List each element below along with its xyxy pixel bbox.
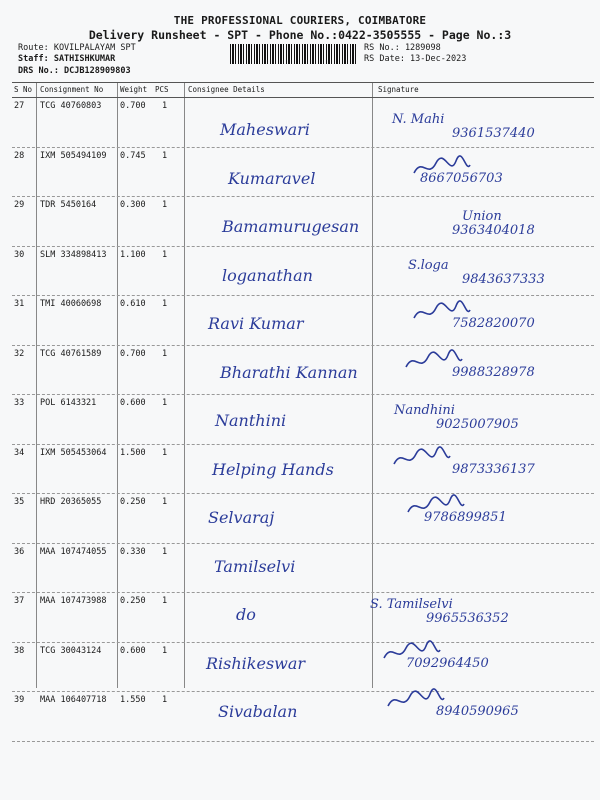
- row-consignment: HRD 20365055: [40, 497, 102, 507]
- col-sno-header: S No: [14, 85, 33, 94]
- signature-phone-number: 7092964450: [406, 655, 489, 671]
- row-consignment: MAA 106407718: [40, 695, 107, 705]
- row-sno: 39: [14, 695, 25, 705]
- col-weight-header: Weight: [120, 85, 148, 94]
- row-pcs: 1: [162, 546, 168, 557]
- row-sno: 34: [14, 447, 25, 458]
- signature-phone-number: 9786899851: [424, 510, 507, 525]
- staff-label: Staff: SATHISHKUMAR: [18, 54, 116, 64]
- row-weight: 1.100: [120, 249, 146, 260]
- row-pcs: 1: [162, 695, 168, 705]
- row-pcs: 1: [162, 150, 168, 161]
- runsheet-subtitle: Delivery Runsheet - SPT - Phone No.:0422-3505555 - Page No.:3: [88, 28, 512, 42]
- row-pcs: 1: [162, 497, 168, 507]
- consignee-name-handwritten: Ravi Kumar: [208, 314, 304, 333]
- col-consignment-header: Consignment No: [40, 85, 104, 94]
- row-pcs: 1: [162, 596, 168, 606]
- consignee-name-handwritten: Tamilselvi: [214, 556, 296, 576]
- barcode: [230, 44, 358, 64]
- row-consignment: TMI 40060698: [40, 299, 102, 309]
- rs-number: RS No.: 1289098: [364, 43, 441, 53]
- drs-number: DRS No.: DCJB128909803: [18, 66, 131, 76]
- signature-phone-number: 9843637333: [462, 271, 545, 287]
- signature-handwritten: S. Tamilselvi: [370, 597, 453, 612]
- table-row: [12, 544, 594, 594]
- consignee-name-handwritten: Maheswari: [220, 120, 310, 139]
- row-weight: 0.600: [120, 645, 146, 656]
- signature-phone-number: 8667056703: [420, 170, 503, 186]
- row-weight: 0.250: [120, 596, 146, 606]
- row-weight: 0.330: [120, 546, 146, 557]
- rs-date: RS Date: 13-Dec-2023: [364, 54, 467, 64]
- consignee-name-handwritten: Sivabalan: [218, 702, 298, 721]
- row-sno: 33: [14, 398, 25, 408]
- row-weight: 1.550: [120, 695, 146, 705]
- row-weight: 0.300: [120, 200, 146, 210]
- row-pcs: 1: [162, 299, 168, 309]
- row-consignment: MAA 107474055: [40, 546, 107, 557]
- row-sno: 32: [14, 348, 25, 359]
- company-title: THE PROFESSIONAL COURIERS, COIMBATORE: [173, 14, 427, 27]
- signature-scribble: [392, 446, 452, 472]
- col-signature-header: Signature: [378, 85, 419, 94]
- row-consignment: TDR 5450164: [40, 200, 97, 210]
- row-consignment: IXM 505453064: [40, 447, 107, 458]
- consignee-name-handwritten: do: [236, 605, 256, 624]
- signature-phone-number: 9988328978: [452, 364, 535, 380]
- consignee-name-handwritten: Bharathi Kannan: [220, 362, 358, 382]
- consignee-name-handwritten: loganathan: [222, 265, 313, 285]
- row-weight: 0.700: [120, 101, 146, 111]
- consignee-name-handwritten: Kumaravel: [228, 168, 316, 188]
- row-sno: 35: [14, 497, 25, 507]
- signature-phone-number: 8940590965: [436, 704, 519, 719]
- row-consignment: TCG 40760803: [40, 101, 102, 111]
- row-pcs: 1: [162, 645, 168, 656]
- col-pcs-header: PCS: [155, 85, 169, 94]
- row-pcs: 1: [162, 447, 168, 458]
- col-consignee-header: Consignee Details: [188, 85, 265, 94]
- row-weight: 0.745: [120, 150, 146, 161]
- signature-phone-number: 9361537440: [452, 126, 535, 141]
- row-sno: 38: [14, 645, 25, 656]
- row-pcs: 1: [162, 398, 168, 408]
- row-consignment: POL 6143321: [40, 398, 97, 408]
- signature-handwritten: Nandhini: [394, 403, 455, 418]
- row-sno: 27: [14, 101, 25, 111]
- signature-phone-number: 7582820070: [452, 316, 535, 331]
- consignee-name-handwritten: Nanthini: [215, 411, 287, 430]
- row-consignment: MAA 107473988: [40, 596, 107, 606]
- signature-scribble-stroke: [394, 446, 450, 463]
- route-label: Route: KOVILPALAYAM SPT: [18, 43, 136, 53]
- row-weight: 1.500: [120, 447, 146, 458]
- signature-handwritten: Union: [462, 209, 502, 224]
- row-sno: 36: [14, 546, 25, 557]
- consignee-name-handwritten: Helping Hands: [212, 459, 334, 479]
- row-sno: 28: [14, 150, 25, 161]
- row-pcs: 1: [162, 101, 168, 111]
- table-header: [12, 82, 594, 98]
- row-consignment: IXM 505494109: [40, 150, 107, 161]
- row-weight: 0.700: [120, 348, 146, 359]
- row-pcs: 1: [162, 249, 168, 260]
- signature-phone-number: 9025007905: [436, 417, 519, 432]
- signature-handwritten: S.loga: [408, 257, 449, 273]
- consignee-name-handwritten: Rishikeswar: [206, 653, 306, 673]
- signature-handwritten: N. Mahi: [392, 112, 445, 127]
- row-consignment: TCG 40761589: [40, 348, 102, 359]
- row-sno: 37: [14, 596, 25, 606]
- consignee-name-handwritten: Selvaraj: [208, 508, 275, 527]
- row-weight: 0.610: [120, 299, 146, 309]
- consignee-name-handwritten: Bamamurugesan: [222, 217, 360, 236]
- row-sno: 31: [14, 299, 25, 309]
- row-pcs: 1: [162, 348, 168, 359]
- signature-phone-number: 9965536352: [426, 611, 509, 626]
- row-sno: 29: [14, 200, 25, 210]
- row-weight: 0.600: [120, 398, 146, 408]
- row-pcs: 1: [162, 200, 168, 210]
- row-weight: 0.250: [120, 497, 146, 507]
- signature-phone-number: 9363404018: [452, 223, 535, 238]
- row-consignment: TCG 30043124: [40, 645, 102, 656]
- row-consignment: SLM 334898413: [40, 249, 107, 260]
- row-sno: 30: [14, 249, 25, 260]
- signature-phone-number: 9873336137: [452, 461, 535, 477]
